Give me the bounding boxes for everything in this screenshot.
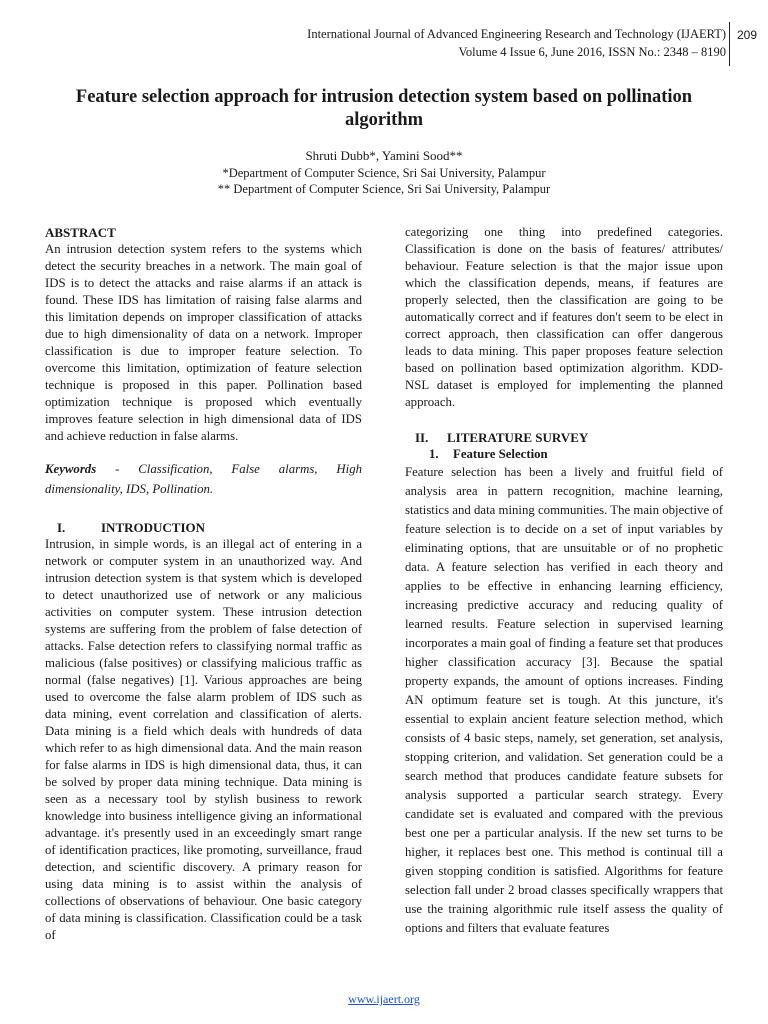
volume-info: Volume 4 Issue 6, June 2016, ISSN No.: 2348 – 8190 [458,45,726,59]
journal-header [226,25,726,61]
left-column [45,224,362,944]
keywords [45,459,362,499]
feature-selection-heading [405,446,723,463]
page-footer [0,992,768,1007]
keywords-text: - Classification, False alarms, High dimensionality, IDS, Pollination. [45,462,362,496]
abstract-text: An intrusion detection system refers to the systems which detect the security breaches in a network. The main goal of IDS is to detect the attacks and raise alarms if an attack is found. These IDS has limitation of raising false alarms and this limitation depends on improper classification of attacks due to high dimensionality of data on a network. Improper classification is due to improper feature selection. To overcome this limitation, optimization of feature selection technique is proposed in this paper. Pollination based optimization technique is proposed which eventually improves feature selection in high dimensional data of IDS and achieve reduction in false alarms. [45,242,362,443]
author-block [60,148,708,197]
affiliation-2: ** Department of Computer Science, Sri Sai University, Palampur [217,182,551,196]
journal-name: International Journal of Advanced Engineering Research and Technology (IJAERT) [307,27,726,41]
journal-website-link[interactable]: www.ijaert.org [348,992,420,1006]
introduction-text: Intrusion, in simple words, is an illegal act of entering in a network or computer system in an unauthorized way. And intrusion detection system is that system which is developed to detect unauthorized use of network or any malicious activities on computer system. These intrusion detection systems are suffering from the problem of false detection of attacks. False detection refers to classifying normal traffic as malicious (false positives) or classifying malicious traffic as normal (false negatives) [1]. Various approaches are being used to overcome the false alarm problem of IDS such as data mining, event correlation and classification of alerts. Data mining is a field which deals with hundreds of data which refer to as high dimensional data. And the main reason for false alarms in IDS is high dimensional data, thus, it can be solved by proper data mining technique. Data mining is seen as a necessary tool by stylish business to rework knowledge into business intelligence giving an informational advantage. it's presently used in an exceedingly smart range of identification practices, like promoting, surveillance, fraud detection, and scientific discovery. A primary reason for using data mining is to assist within the analysis of collections of observations of behaviour. One basic category of data mining is classification. Classification could be a task of [45,537,362,942]
author-names: Shruti Dubb*, Yamini Sood** [305,148,463,163]
introduction-number: I. [57,520,66,535]
literature-number: II. [415,430,429,445]
right-column [405,224,723,938]
continuation-text: categorizing one thing into predefined categories. Classification is done on the basis of features/ attributes/ behaviour. Feature selection is that the major issue upon which the classification depends, means, if features are properly selected, then the classification are going to be automatically correct and if features don't seem to be elect in correct approach, then classification can offer dangerous leads to data mining. This paper proposes feature selection based on pollination based optimization algorithm. KDD-NSL dataset is employed for implementing the planned approach. [405,225,723,409]
paper-title: Feature selection approach for intrusion detection system based on pollination algorithm [75,87,693,130]
feature-selection-text: Feature selection has been a lively and fruitful field of analysis area in pattern recognition, machine learning, statistics and data mining communities. The main objective of feature selection is to decide on a set of input variables by eliminating options, that are unsuitable or of no prophetic data. A feature selection has verified in each theory and applies to be effective in enhancing learning efficiency, increasing predictive accuracy and reducing quality of learned results. Feature selection in supervised learning incorporates a main goal of finding a feature set that produces higher classification accuracy [3]. Because the spatial property expands, the amount of options increases. Finding AN optimum feature set is tough. At this juncture, it's essential to explain ancient feature selection method, which consists of 4 basic steps, namely, set generation, set analysis, stopping criterion, and validation. Set generation could be a search method that produces candidate feature subsets for analysis supported a particular search strategy. Every candidate set is evaluated and compared with the previous best one per a particular analysis. If the new set turns to be higher, it replaces best one. This method is continual till a given stopping condition is satisfied. Algorithms for feature selection fall under 2 broad classes specifically wrappers that use the training algorithmic rule itself assess the quality of options and filters that evaluate features [405,465,723,935]
affiliation-1: *Department of Computer Science, Sri Sai University, Palampur [222,166,546,180]
subsection-title: Feature Selection [453,447,548,461]
introduction-title: INTRODUCTION [101,520,206,535]
introduction-heading [45,519,362,536]
header-divider [729,22,730,66]
literature-title: LITERATURE SURVEY [447,430,589,445]
page-number: 209 [737,28,758,42]
keywords-label: Keywords [45,462,97,476]
subsection-number: 1. [429,447,439,461]
abstract-heading: ABSTRACT [45,225,116,240]
literature-heading [405,429,723,446]
